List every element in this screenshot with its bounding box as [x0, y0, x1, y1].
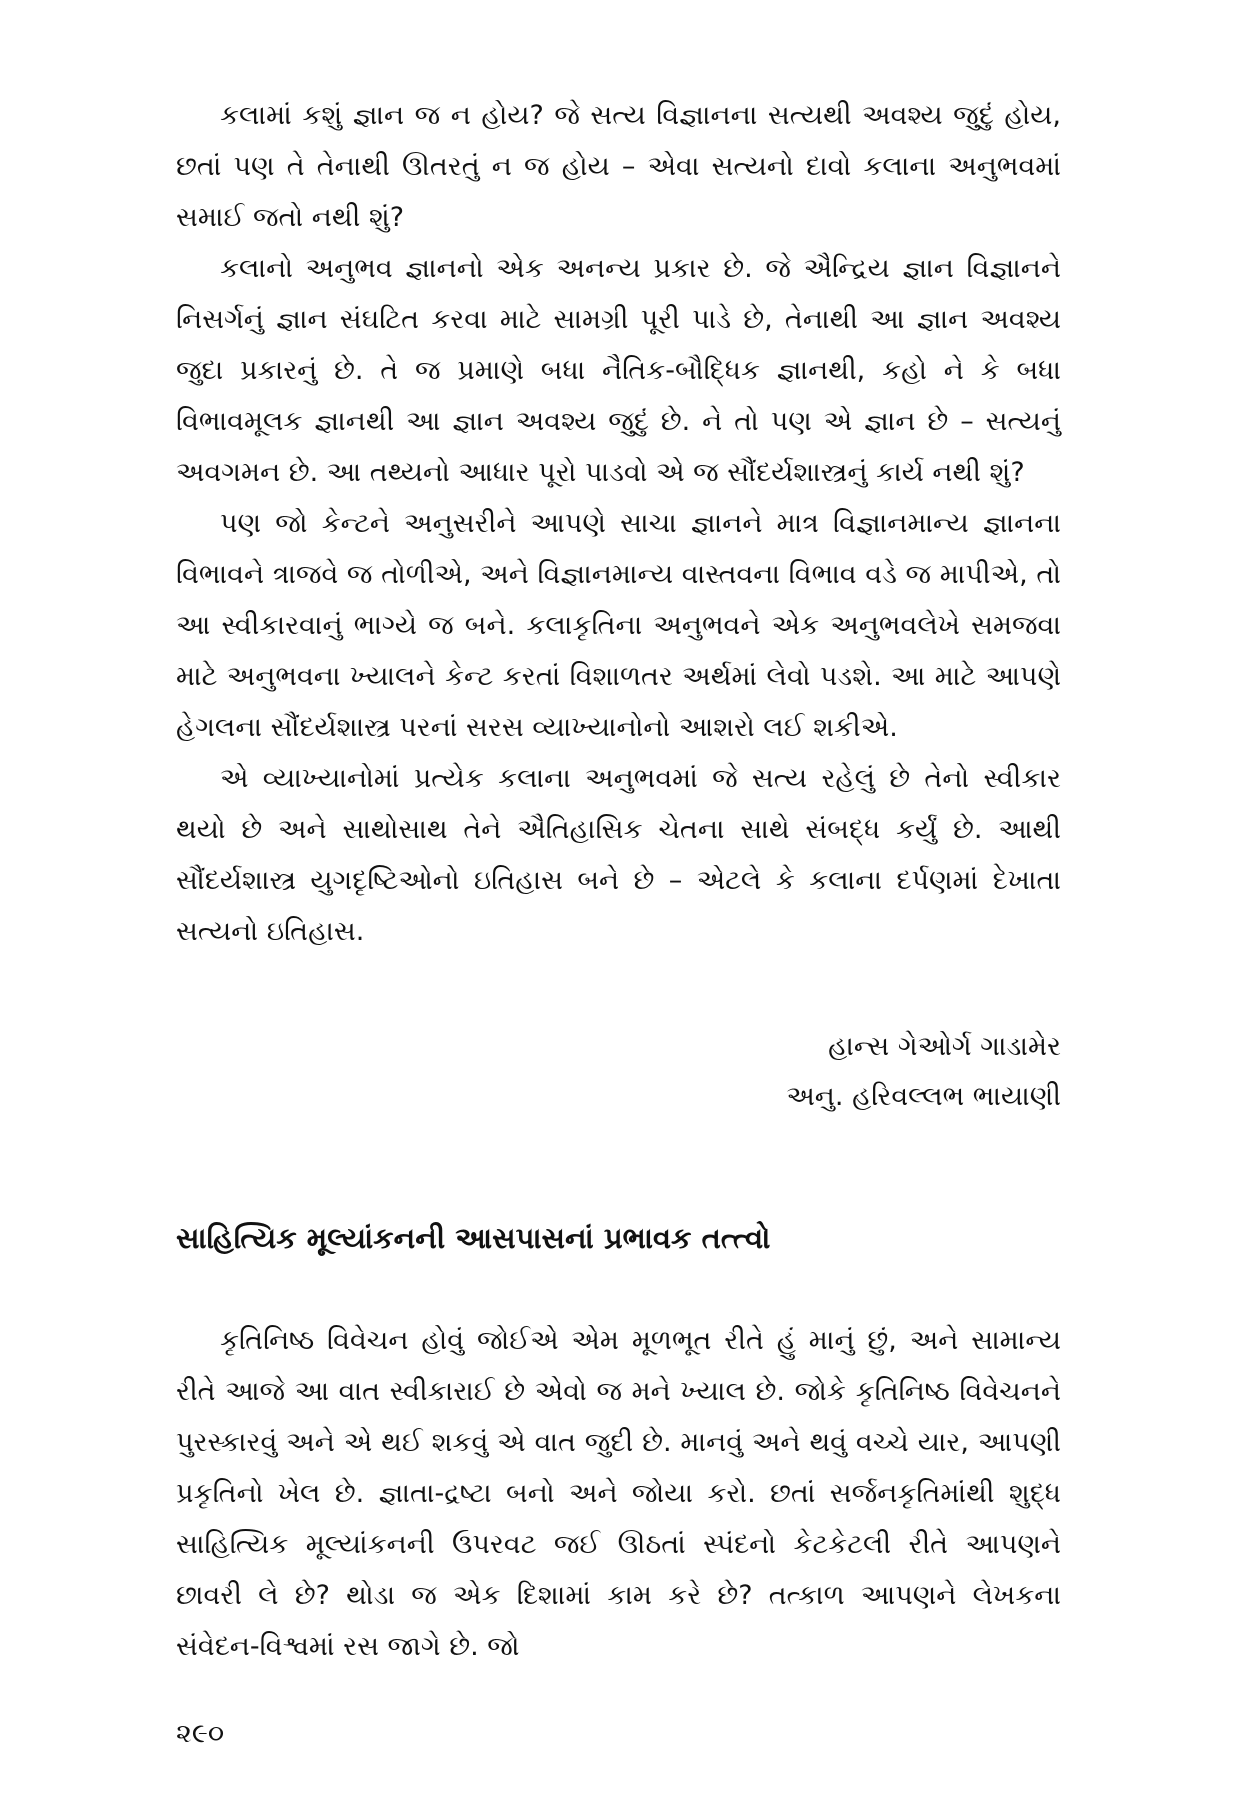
paragraph: એ વ્યાખ્યાનોમાં પ્રત્યેક કલાના અનુભવમાં જે સત્ય રહેલું છે તેનો સ્વીકાર થયો છે અને સાથોસાથ તેને ઐતિહાસિક ચેતના સાથે સંબદ્ધ કર્યું છે. આથી સૌંદર્યશાસ્ત્ર યુગદૃષ્ટિઓનો ઇતિહાસ બને છે – એટલે કે કલાના દર્પણમાં દેખાતા સત્યનો ઇતિહાસ. [176, 763, 1061, 947]
page-number: ૨૯૦ [176, 1718, 225, 1749]
paragraph: પણ જો કેન્ટને અનુસરીને આપણે સાચા જ્ઞાનને માત્ર વિજ્ઞાનમાન્ય જ્ઞાનના વિભાવને ત્રાજવે જ તોળીએ, અને વિજ્ઞાનમાન્ય વાસ્તવના વિભાવ વડે જ માપીએ, તો આ સ્વીકારવાનું ભાગ્યે જ બને. કલાકૃતિના અનુભવને એક અનુભવલેખે સમજવા માટે અનુભવના ખ્યાલને કેન્ટ કરતાં વિશાળતર અર્થમાં લેવો પડશે. આ માટે આપણે હેગલના સૌંદર્યશાસ્ત્ર પરનાં સરસ વ્યાખ્યાનોનો આશરો લઈ શકીએ. [176, 508, 1061, 743]
translator-credit: અનુ. હરિવલ્લભ ભાયાણી [786, 1081, 1061, 1112]
author-signature: હાન્સ ગેઓર્ગ ગાડામેર [828, 1031, 1061, 1062]
article-two-body [176, 1315, 1061, 1672]
section-heading: સાહિત્યિક મૂલ્યાંકનની આસપાસનાં પ્રભાવક તત્ત્વો [176, 1221, 771, 1255]
paragraph: કલાનો અનુભવ જ્ઞાનનો એક અનન્ય પ્રકાર છે. જે ઐન્દ્રિય જ્ઞાન વિજ્ઞાનને નિસર્ગનું જ્ઞાન સંઘટિત કરવા માટે સામગ્રી પૂરી પાડે છે, તેનાથી આ જ્ઞાન અવશ્ય જુદા પ્રકારનું છે. તે જ પ્રમાણે બધા નૈતિક-બૌદ્ધિક જ્ઞાનથી, કહો ને કે બધા વિભાવમૂલક જ્ઞાનથી આ જ્ઞાન અવશ્ય જુદું છે. ને તો પણ એ જ્ઞાન છે – સત્યનું અવગમન છે. આ તથ્યનો આધાર પૂરો પાડવો એ જ સૌંદર્યશાસ્ત્રનું કાર્ય નથી શું? [176, 253, 1061, 488]
paragraph: કલામાં કશું જ્ઞાન જ ન હોય? જે સત્ય વિજ્ઞાનના સત્યથી અવશ્ય જુદું હોય, છતાં પણ તે તેનાથી ઊતરતું ન જ હોય – એવા સત્યનો દાવો કલાના અનુભવમાં સમાઈ જતો નથી શું? [176, 100, 1061, 233]
paragraph: કૃતિનિષ્ઠ વિવેચન હોવું જોઈએ એમ મૂળભૂત રીતે હું માનું છું, અને સામાન્ય રીતે આજે આ વાત સ્વીકારાઈ છે એવો જ મને ખ્યાલ છે. જોકે કૃતિનિષ્ઠ વિવેચનને પુરસ્કારવું અને એ થઈ શકવું એ વાત જુદી છે. માનવું અને થવું વચ્ચે યાર, આપણી પ્રકૃતિનો ખેલ છે. જ્ઞાતા-દ્રષ્ટા બનો અને જોયા કરો. છતાં સર્જનકૃતિમાંથી શુદ્ધ સાહિત્યિક મૂલ્યાંકનની ઉપરવટ જઈ ઊઠતાં સ્પંદનો કેટકેટલી રીતે આપણને છાવરી લે છે? થોડા જ એક દિશામાં કામ કરે છે? તત્કાળ આપણને લેખકના સંવેદન-વિશ્વમાં રસ જાગે છે. જો [176, 1325, 1061, 1662]
article-one-body [176, 90, 1061, 957]
